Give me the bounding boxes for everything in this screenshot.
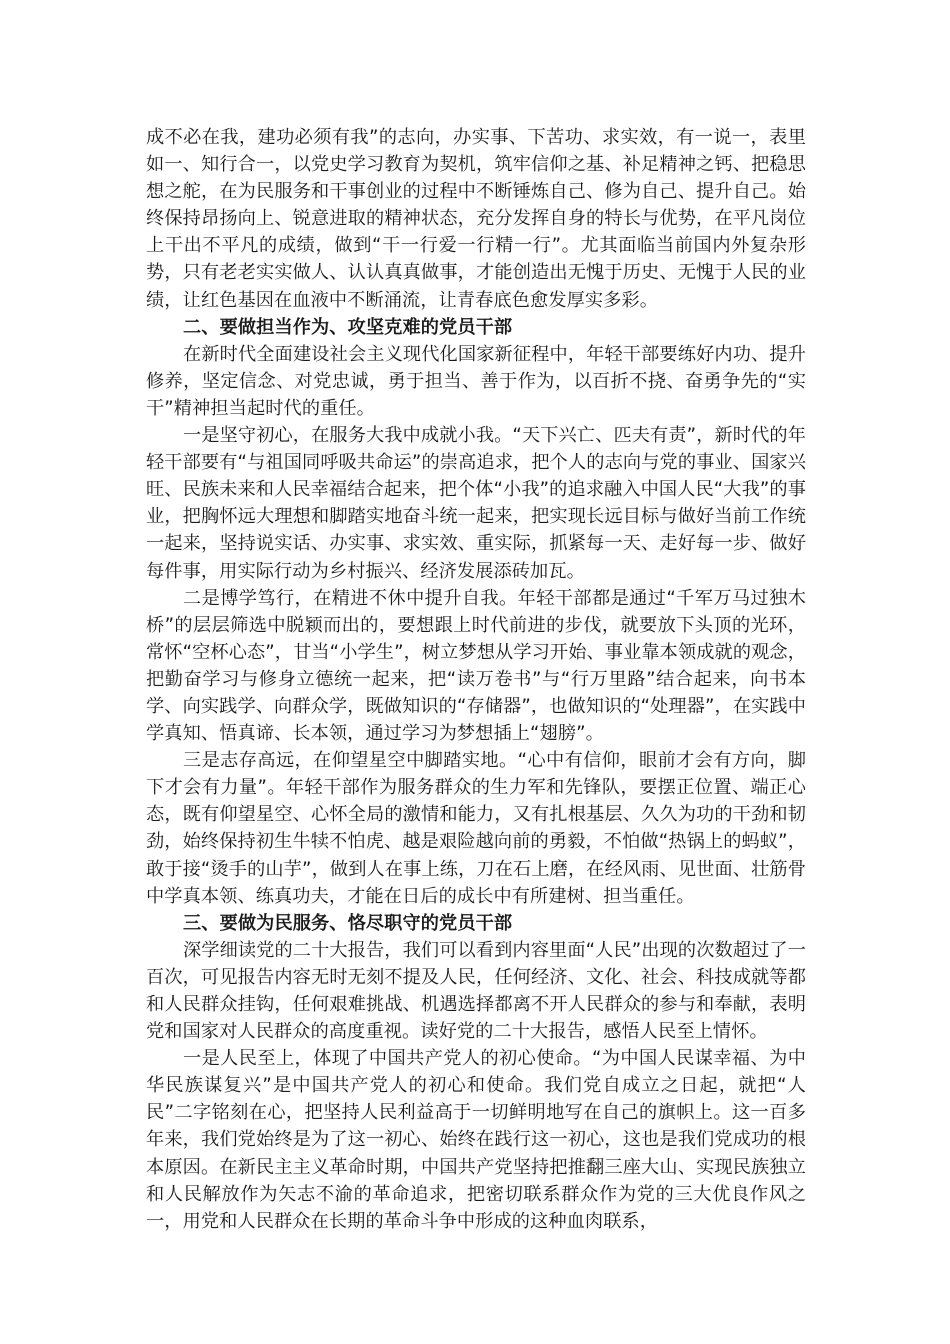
paragraph: 一是坚守初心，在服务大我中成就小我。“天下兴亡、匹夫有责”，新时代的年轻干部要有“与祖国同呼吸共命运”的崇高追求，把个人的志向与党的事业、国家兴旺、民族未来和人民幸福结合起来，把个体“小我”的追求融入中国人民“大我”的事业，把胸怀远大理想和脚踏实地奋斗统一起来，把实现长远目标与做好当前工作统一起来，坚持说实话、办实事、求实效、重实际，抓紧每一天、走好每一步、做好每件事，用实际行动为乡村振兴、经济发展添砖加瓦。 [146, 425, 806, 582]
paragraph-continued: 成不必在我，建功必须有我”的志向，办实事、下苦功、求实效，有一说一，表里如一、知行合一，以党史学习教育为契机，筑牢信仰之基、补足精神之钙、把稳思想之舵，在为民服务和干事创业的过程中不断锤炼自己、修为自己、提升自己。始终保持昂扬向上、锐意进取的精神状态，充分发挥自身的特长与优势，在平凡岗位上干出不平凡的成绩，做到“干一行爱一行精一行”。尤其面临当前国内外复杂形势，只有老老实实做人、认认真真做事，才能创造出无愧于历史、无愧于人民的业绩，让红色基因在血液中不断涌流，让青春底色愈发厚实多彩。 [146, 127, 806, 311]
document-page [146, 124, 806, 1235]
paragraph: 一是人民至上，体现了中国共产党人的初心使命。“为中国人民谋幸福、为中华民族谋复兴”是中国共产党人的初心和使命。我们党自成立之日起，就把“人民”二字铭刻在心，把坚持人民利益高于一切鲜明地写在自己的旗帜上。这一百多年来，我们党始终是为了这一初心、始终在践行这一初心，这也是我们党成功的根本原因。在新民主主义革命时期，中国共产党坚持把推翻三座大山、实现民族独立和人民解放作为矢志不渝的革命追求，把密切联系群众作为党的三大优良作风之一，用党和人民群众在长期的革命斗争中形成的这种血肉联系， [146, 1048, 806, 1232]
paragraph: 深学细读党的二十大报告，我们可以看到内容里面“人民”出现的次数超过了一百次，可见报告内容无时无刻不提及人民，任何经济、文化、社会、科技成就等都和人民群众挂钩，任何艰难挑战、机遇选择都离不开人民群众的参与和奉献，表明党和国家对人民群众的高度重视。读好党的二十大报告，感悟人民至上情怀。 [146, 939, 806, 1043]
section-heading-3: 三、要做为民服务、恪尽职守的党员干部 [183, 912, 513, 934]
paragraph: 在新时代全面建设社会主义现代化国家新征程中，年轻干部要练好内功、提升修养，坚定信念、对党忠诚，勇于担当、善于作为，以百折不挠、奋勇争先的“实干”精神担当起时代的重任。 [146, 343, 806, 419]
section-heading-2: 二、要做担当作为、攻坚克难的党员干部 [183, 316, 513, 338]
paragraph: 二是博学笃行，在精进不休中提升自我。年轻干部都是通过“千军万马过独木桥”的层层筛选中脱颖而出的，要想跟上时代前进的步伐，就要放下头顶的光环，常怀“空杯心态”，甘当“小学生”，树立梦想从学习开始、事业靠本领成就的观念，把勤奋学习与修身立德统一起来，把“读万卷书”与“行万里路”结合起来，向书本学、向实践学、向群众学，既做知识的“存储器”，也做知识的“处理器”，在实践中学真知、悟真谛、长本领，通过学习为梦想插上“翅膀”。 [146, 587, 806, 745]
paragraph: 三是志存高远，在仰望星空中脚踏实地。“心中有信仰，眼前才会有方向，脚下才会有力量”。年轻干部作为服务群众的生力军和先锋队，要摆正位置、端正心态，既有仰望星空、心怀全局的激情和能力，又有扎根基层、久久为功的干劲和韧劲，始终保持初生牛犊不怕虎、越是艰险越向前的勇毅，不怕做“热锅上的蚂蚁”，敢于接“烫手的山芋”，做到人在事上练，刀在石上磨，在经风雨、见世面、壮筋骨中学真本领、练真功夫，才能在日后的成长中有所建树、担当重任。 [146, 750, 806, 907]
